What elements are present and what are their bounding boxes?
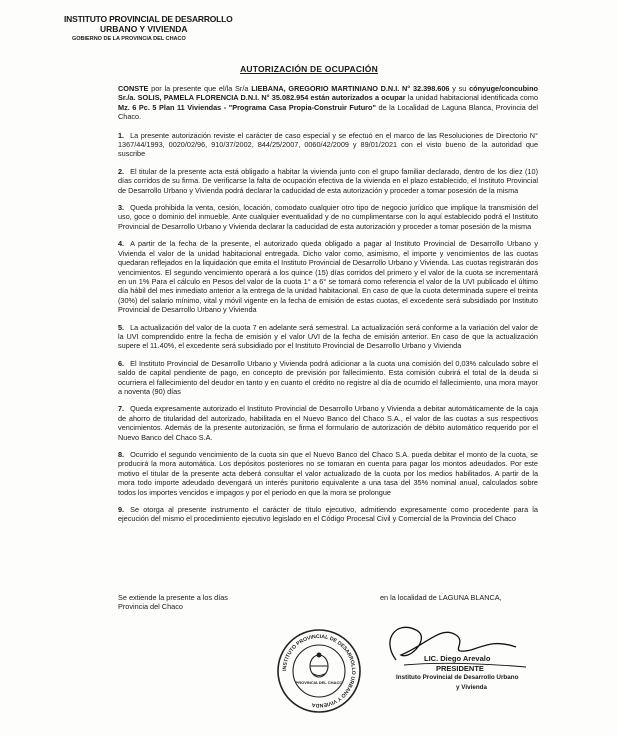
- clause-text: Se otorga al presente instrumento el carácter de título ejecutivo, admitiendo expresamente como procedente para la ejecución del mismo el procedimiento ejecutivo legislado en el Código Procesal Civil y Comercial de la Provincia del Chaco: [118, 505, 538, 524]
- document-body: [118, 84, 538, 532]
- document-title: AUTORIZACIÓN DE OCUPACIÓN: [240, 64, 378, 74]
- signatory-org-line-2: y Vivienda: [456, 683, 488, 691]
- seal-center-text: PROVINCIA DEL CHACO: [295, 680, 343, 685]
- clause-paragraph: [118, 323, 538, 351]
- letterhead-line-1: INSTITUTO PROVINCIAL DE DESARROLLO: [64, 14, 233, 24]
- intro-holder: LIEBANA, GREGORIO MARTINIANO D.N.I. N° 32.398.606: [251, 84, 450, 93]
- clause-paragraph: [118, 404, 538, 442]
- clause-number: 1.: [118, 130, 125, 140]
- clause-text: Queda expresamente autorizado el Instituto Provincial de Desarrollo Urbano y Vivienda a debitar automáticamente de la caja de ahorro de titularidad del autorizado, habilitada en el Nuevo Banco del Chaco S.A., el valor de las cuotas a sus respectivos vencimientos. Además de la presente autorización, se firma el formulario de autorización de débito automático requerido por el Nuevo Banco del Chaco S.A.: [118, 404, 538, 442]
- closing-right: en la localidad de LAGUNA BLANCA,: [380, 593, 502, 602]
- clause-number: 5.: [118, 322, 125, 332]
- clause-paragraph: [118, 450, 538, 497]
- closing-block: [118, 593, 538, 612]
- clause-number: 9.: [118, 505, 125, 515]
- clause-paragraph: [118, 505, 538, 524]
- clause-paragraph: [118, 167, 538, 195]
- intro-text-2: y su: [449, 84, 470, 93]
- clause-text: El Instituto Provincial de Desarrollo Urbano y Vivienda podrá adicionar a la cuota una comisión del 0,03% calculado sobre el saldo de capital pendiente de pago, en concepto de previsión por fallecimiento. Esta comisión cubrirá el total de la deuda si ocurriera el fallecimiento del deudor en tanto y en cuanto el crédito no registre al día de ocurrido el fallecimiento, una mora mayor a noventa (90) días: [118, 358, 538, 396]
- coat-of-arms-icon: [310, 653, 328, 678]
- official-seal: [276, 628, 362, 714]
- clause-number: 4.: [118, 239, 125, 249]
- closing-left-line-1: Se extiende la presente a los días: [118, 593, 228, 602]
- intro-text-1: por la presente que el/la Sr/a: [148, 84, 252, 93]
- clause-number: 7.: [118, 404, 125, 414]
- clause-paragraph: [118, 239, 538, 314]
- clause-paragraph: [118, 131, 538, 159]
- clause-number: 3.: [118, 203, 125, 213]
- clause-number: 6.: [118, 358, 125, 368]
- clause-text: La presente autorización reviste el carácter de caso especial y se efectuó en el marco de las Resoluciones de Directorio N° 1367/44/1993, 0020/02/96, 910/37/2002, 844/25/2007, 0060/42/2009 y 89/01/2021 con el visto bueno de la autoridad que suscribe: [118, 130, 538, 159]
- letterhead-line-2: URBANO Y VIVIENDA: [100, 24, 188, 34]
- clause-text: A partir de la fecha de la presente, el autorizado queda obligado a pagar al Instituto Provincial de Desarrollo Urbano y Vivienda el valor de la unidad habitacional entregada. Dicho valor como, asimismo, el importe y vencimientos de las cuotas quedaran reflejados en la liquidación que emita el Instituto Provincial de Desarrollo Urbano y Vivienda. Las cuotas registrarán dos vencimientos. El segundo vencimiento operará a los quince (15) días corridos del primero y el valor de la cuota se incrementará en un 1% Para el cálculo en Pesos del valor de la cuota 1° a 6° se tomará como referencia el valor de la UVI publicado el último día hábil del mes inmediato anterior a la entrega de la unidad habitacional. En caso de que la cuota determinada supere el treinta (30%) del salario mínimo, vital y móvil vigente en la fecha de emisión de estas cuotas, el excedente será subsidiado por Instituto Provincial de Desarrollo Urbano y Vivienda: [118, 239, 538, 315]
- intro-conste: CONSTE: [118, 84, 149, 93]
- signatory-name: LIC. Diego Arevalo: [424, 654, 491, 663]
- signature-block: [396, 654, 518, 692]
- letterhead-line-3: GOBIERNO DE LA PROVINCIA DEL CHACO: [72, 36, 186, 42]
- intro-paragraph: [118, 84, 538, 122]
- intro-unit: Mz. 6 Pc. 5 Plan 11 Viviendas - "Programa Casa Propia-Construir Futuro": [118, 102, 376, 112]
- clause-number: 2.: [118, 166, 125, 176]
- signatory-role: PRESIDENTE: [436, 663, 484, 673]
- seal-ring-text: INSTITUTO PROVINCIAL DE DESARROLLO URBANO Y VIVIENDA: [281, 633, 357, 709]
- clause-text: El titular de la presente acta está obligado a habitar la vivienda junto con el grupo familiar declarado, dentro de los diez (10) días corridos de su firma. De verificarse la falta de ocupación efectiva de la vivienda en el plazo establecido, el Instituto Provincial de Desarrollo Urbano y Vivienda podrá declarar la caducidad de esta autorización y proceder a tomar posesión de la misma: [118, 166, 538, 195]
- intro-spouse: cónyuge/concubino Sr./a. SOLIS, PAMELA FLORENCIA D.N.I. N° 35.082.954 están autorizados a ocupar: [118, 84, 538, 103]
- intro-text-3: la unidad habitacional identificada como: [405, 93, 539, 103]
- clauses-list: [118, 131, 538, 524]
- clause-text: La actualización del valor de la cuota 7 en adelante será semestral. La actualización será conforme a la variación del valor de la UVI comprendido entre la fecha de emisión y el valor UVI de la fecha de emisión anterior. En caso de que la actualización supere el 11.40%, el excedente será subsidiado por el Instituto Provincial de Desarrollo Urbano y Vivienda: [118, 322, 538, 351]
- clause-number: 8.: [118, 450, 125, 459]
- clause-text: Queda prohibida la venta, cesión, locación, comodato cualquier otro tipo de negocio jurídico que implique la transmisión del uso, goce o dominio del inmueble. Ante cualquier eventualidad y de no cumplimentarse con lo aquí establecido podrá el Instituto Provincial de Desarrollo Urbano y Vivienda declarar la caducidad de esta autorización y proceder a tomar posesión de la misma: [118, 203, 538, 231]
- letterhead: [64, 14, 264, 44]
- closing-left-line-2: Provincia del Chaco: [118, 602, 183, 612]
- intro-text-4: de la Localidad de Laguna Blanca, Provincia del Chaco.: [118, 102, 538, 122]
- clause-text: Ocurrido el segundo vencimiento de la cuota sin que el Nuevo Banco del Chaco S.A. pueda debitar el monto de la cuota, se producirá la mora automática. Los depósitos posteriores no se tomaran en cuenta para pagar los montos adeudados. Por este motivo el titular de la presente acta deberá consultar el valor actualizado de la cuota por los medios habilitados. A partir de la mora todo importe adeudado devengará un interés punitorio equivalente a una tasa del 35% nominal anual, calculados sobre todos los importes vencidos e impagos y por el periodo en que la mora se prolongue: [118, 450, 538, 497]
- signatory-org-line-1: Instituto Provincial de Desarrollo Urbano: [396, 674, 519, 681]
- clause-paragraph: [118, 203, 538, 231]
- clause-paragraph: [118, 359, 538, 397]
